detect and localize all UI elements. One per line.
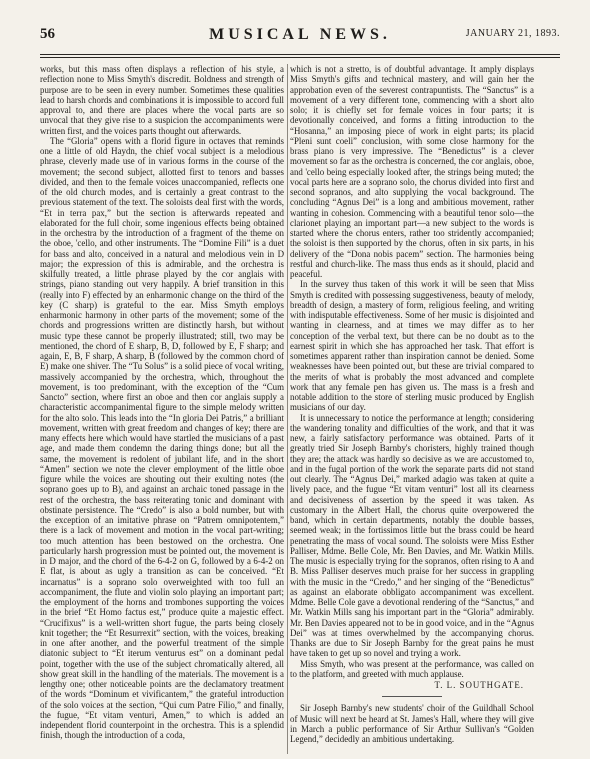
publication-title: MUSICAL NEWS. bbox=[209, 26, 391, 43]
column-divider bbox=[287, 64, 288, 754]
paragraph: The “Gloria” opens with a florid figure in octaves that reminds one a little of old Haydn, the chief vocal subject is a melodious phrase, cleverly made use of in various forms in the course of the movement; the second subject, allotted first to tenors and basses divided, and then to the female voices unaccompanied, reflects one of the old church modes, and is certainly a great contrast to the previous statement of the text. The soloists deal first with the words, “Et in terra pax,” but the section is afterwards repeated and elaborated for the full choir, some ingenious effects being obtained in the orchestra by the introduction of a fragment of the theme on the oboe, 'cello, and other instruments. The “Domine Fili” is a duet for bass and alto, conceived in a natural and melodious vein in D major; the expression of this is admirable, and the orchestra is skilfully treated, a little phrase played by the cor anglais with strings, piano standing out very happily. A brief transition in this (really into F) effected by an enharmonic change on the third of the key (C sharp) is grateful to the ear. Miss Smyth employs enharmonic harmony in other parts of the movement; some of the chords and progressions written are distinctly harsh, but without music type these cannot be properly illustrated; still, two may be mentioned, the chord of E sharp, B, D, followed by E, F sharp; and again, E, B, F sharp, A sharp, B (followed by the common chord of E) make one shiver. The “Tu Solus” is a solid piece of vocal writing, massively accompanied by the orchestra, which, throughout the movement, is too predominant, with the exception of the “Cum Sancto” section, where first an oboe and then cor anglais supply a characteristic accompanimental figure to the simple melody written for the alto solo. This leads into the “In gloria Dei Patris,” a brilliant movement, written with great freedom and changes of key; there are many effects here which would have startled the musicians of a past age, and made them condemn the daring things done; but all the same, the movement is redolent of jubilant life, and in the short “Amen” section we note the clever employment of the little oboe figure while the voices are shouting out their exulting notes (the soprano goes up to B), and against an archaic toned passage in the rest of the orchestra, the bass reiterating tonic and dominant with obstinate persistence. The “Credo” is also a bold number, but with the exception of an imitative phrase on “Patrem omnipotentem,” there is a lack of movement and motion in the vocal part-writing; too much attention has been bestowed on the orchestra. One particularly harsh progression must be pointed out, the movement is in D major, and the chord of the 6-4-2 on G, followed by a 6-4-2 on E flat, is about as ugly a transition as can be conceived. “Et incarnatus” is a soprano solo overweighted with too full an accompaniment, the flute and violin solo playing an important part; the employment of the horns and trombones supporting the voices in the brief “Et Homo factus est,” produce quite a majestic effect. “Crucifixus” is a well-written short fugue, the parts being closely knit together; the “Et Resurrexit” section, with the voices, breaking in one after another, and the powerful treatment of the simple diatonic subject to “Et iterum venturus est” on a dominant pedal point, together with the use of the subject chromatically altered, all show great skill in the handling of the materials. The movement is a lengthy one; other noticeable points are the declamatory treatment of the words “Dominum et vivificantem,” the grateful introduction of the solo voices at the section, “Qui cum Patre Filio,” and finally, the fugue, “Et vitam venturi, Amen,” to which is added an independent florid counterpoint in the orchestra. This is a splendid finish, though the introduction of a coda, bbox=[40, 135, 284, 741]
page-header bbox=[40, 26, 560, 52]
page-number: 56 bbox=[40, 26, 55, 42]
issue-date: JANUARY 21, 1893. bbox=[465, 28, 560, 39]
paragraph: In the survey thus taken of this work it will be seen that Miss Smyth is credited with possessing suggestiveness, beauty of melody, breadth of design, a mastery of form, religious feeling, and writing with indisputable effectiveness. Some of her music is disjointed and wanting in clearness, and at times we may differ as to her conception of the verbal text, but there can be no doubt as to the earnest spirit in which she has approached her task. That effort is sometimes apparent rather than inspiration cannot be denied. Some weaknesses have been pointed out, but these are trivial compared to the merits of what is probably the most advanced and complete work that any female pen has given us. The mass is a fresh and notable addition to the store of sterling music produced by English musicians of our day. bbox=[290, 279, 534, 413]
left-column bbox=[40, 64, 284, 741]
author-signature: T. L. SOUTHGATE. bbox=[434, 680, 524, 690]
header-rule-lower bbox=[40, 57, 560, 58]
paragraph: which is not a stretto, is of doubtful advantage. It amply displays Miss Smyth's gifts and technical mastery, and will gain her the approbation even of the severest contrapuntists. The “Sanctus” is a movement of a very different tone, commencing with a short alto solo; it is chiefly set for female voices in four parts; it is devotionally conceived, and forms a fitting introduction to the “Hosanna,” an imposing piece of work in eight parts; its placid “Pleni sunt coeli” conclusion, with some close harmony for the brass piano is very impressive. The “Benedictus” is a clever movement so far as the orchestra is concerned, the cor anglais, oboe, and 'cello being especially looked after, the strings being muted; the vocal parts here are a soprano solo, the chorus divided into first and second sopranos, and alto supplying the vocal background. The concluding “Agnus Dei” is a long and ambitious movement, rather wanting in cohesion. Commencing with a beautiful tenor solo—the clarionet playing an important part—a new subject to the words is started where the chorus enters, rather too stridently accompanied; the soloist is then supported by the chorus, often in six parts, in his delivery of the “Dona nobis pacem” section. The harmonies being restful and church-like. The mass thus ends as it should, placid and peaceful. bbox=[290, 64, 534, 279]
news-note: Sir Joseph Barnby's new students' choir of the Guildhall School of Music will next be heard at St. James's Hall, where they will give in March a public performance of Sir Arthur Sullivan's “Golden Legend,” decidedly an ambitious undertaking. bbox=[290, 703, 534, 744]
paragraph: It is unnecessary to notice the performance at length; considering the wandering tonality and difficulties of the work, and that it was new, a fairly satisfactory performance was obtained. Parts of it greatly tried Sir Joseph Barnby's choristers, highly trained though they are; the attack was hardly so decisive as we are accustomed to, and in the fugal portion of the work the separate parts did not stand out clearly. The “Agnus Dei,” marked adagio was taken at quite a lively pace, and the fugue “Et vitam venturi” lost all its clearness and decisiveness of assertion by the speed it was taken. As customary in the Albert Hall, the chorus quite overpowered the band, which in certain departments, notably the double basses, seemed weak; in the fortissimos little but the brass could be heard penetrating the mass of vocal sound. The soloists were Miss Esther Palliser, Mdme. Belle Cole, Mr. Ben Davies, and Mr. Watkin Mills. The music is especially trying for the sopranos, often rising to A and B. Miss Palliser deserves much praise for her success in grappling with the music in the “Credo,” and her singing of the “Benedictus” as against an elaborate obbligato accompaniment was excellent. Mdme. Belle Cole gave a devotional rendering of the “Sanctus,” and Mr. Watkin Mills sang his important part in the “Gloria” admirably. Mr. Ben Davies appeared not to be in good voice, and in the “Agnus Dei” was at times overwhelmed by the accompanying chorus. Thanks are due to Sir Joseph Barnby for the great pains he must have taken to get up so novel and trying a work. bbox=[290, 412, 534, 659]
section-separator bbox=[382, 696, 442, 697]
right-column bbox=[290, 64, 534, 744]
paragraph: Miss Smyth, who was present at the performance, was called on to the platform, and greeted with much applause. bbox=[290, 658, 534, 679]
header-rule bbox=[40, 54, 560, 55]
paragraph: works, but this mass often displays a reflection of his style, a reflection none to Miss Smyth's discredit. Boldness and strength of purpose are to be seen in every number. Sometimes these qualities lead to harsh chords and combinations it is impossible to accord full approval to, and there are places where the vocal parts are so unvocal that they give rise to a suspicion the accompaniments were written first, and the voices parts thought out afterwards. bbox=[40, 64, 284, 136]
